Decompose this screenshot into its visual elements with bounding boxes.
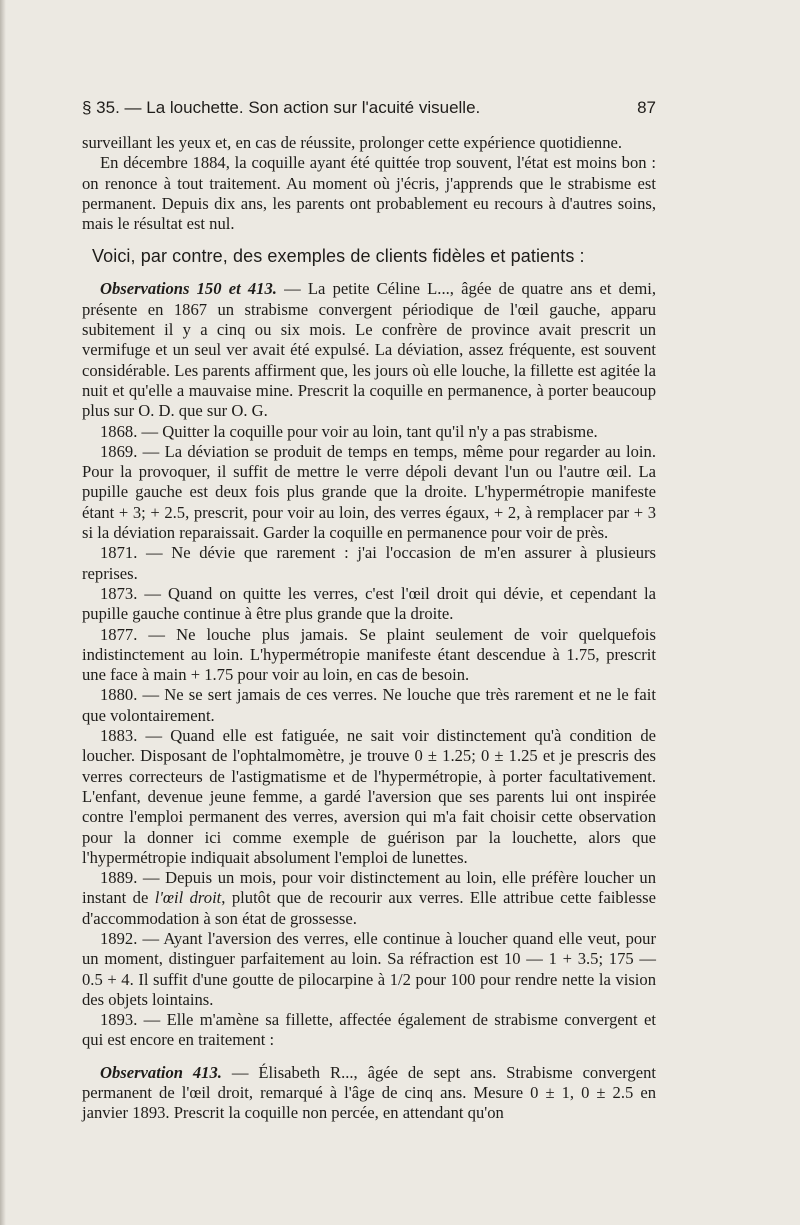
paragraph bbox=[82, 868, 656, 929]
paragraph: 1871. — Ne dévie que rarement : j'ai l'occasion de m'en assurer à plusieurs reprises. bbox=[82, 543, 656, 583]
paragraph: 1892. — Ayant l'aversion des verres, elle continue à loucher quand elle veut, pour un moment, distinguer parfaitement au loin. Sa réfraction est 10 — 1 + 3.5; 175 — 0.5 + 4. Il suffit d'une goutte de pilocarpine à 1/2 pour 100 pour rendre nette la vision des objets lointains. bbox=[82, 928, 656, 1009]
spacer bbox=[82, 1051, 656, 1063]
paragraph: 1873. — Quand on quitte les verres, c'est l'œil droit qui dévie, et cependant la pupille gauche continue à être plus grande que la droite. bbox=[82, 583, 656, 624]
page-number: 87 bbox=[637, 98, 656, 117]
running-head bbox=[82, 98, 656, 118]
observation-text: — Élisabeth R..., âgée de sept ans. Strabisme convergent permanent de l'œil droit, remarqué à l'âge de cinq ans. Mesure 0 ± 1, 0 ± 2.5 en janvier 1893. Prescrit la coquille non percée, en attendant qu'on bbox=[82, 1062, 656, 1123]
scan-edge-shadow bbox=[0, 0, 6, 1225]
paragraph: 1893. — Elle m'amène sa fillette, affectée également de strabisme convergent et qui est encore en traitement : bbox=[82, 1010, 656, 1050]
paragraph: 1868. — Quitter la coquille pour voir au loin, tant qu'il n'y a pas strabisme. bbox=[100, 421, 598, 441]
section-heading: Voici, par contre, des exemples de clients fidèles et patients : bbox=[92, 246, 585, 267]
paragraph: 1869. — La déviation se produit de temps en temps, même pour regarder au loin. Pour la provoquer, il suffit de mettre le verre dépoli devant l'un ou l'autre œil. La pupille gauche est deux fois plus grande que la droite. L'hypermétropie manifeste étant + 3; + 2.5, prescrit, pour voir au loin, des verres égaux, + 2, à remplacer par + 3 si la déviation reparaissait. Garder la coquille en permanence pour voir de près. bbox=[82, 441, 656, 543]
observation-label: Observations 150 et 413. bbox=[100, 279, 277, 299]
observation-paragraph bbox=[82, 1063, 656, 1124]
paragraph: 1877. — Ne louche plus jamais. Se plaint seulement de voir quelquefois indistinctement au loin. L'hypermétropie manifeste étant descendue à 1.75, prescrit une face à main + 1.75 pour voir au loin, en cas de besoin. bbox=[82, 624, 656, 685]
observation-text: — La petite Céline L..., âgée de quatre ans et demi, présente en 1867 un strabisme convergent périodique de l'œil gauche, apparu subitement il y a cinq ou six mois. Le confrère de province avait prescrit un vermifuge et un seul ver avait été expulsé. La déviation, assez fréquente, est souvent considérable. Les parents affirment que, les jours où elle louche, la fillette est agitée la nuit et qu'elle a mauvaise mine. Prescrit la coquille en permanence, à porter beaucoup plus sur O. D. que sur O. G. bbox=[82, 279, 656, 421]
paragraph: 1883. — Quand elle est fatiguée, ne sait voir distinctement qu'à condition de loucher. Disposant de l'ophtalmomètre, je trouve 0 ± 1.25; 0 ± 1.25 et je prescris des verres correcteurs de l'astigmatisme et de l'hypermétropie, à porter facultativement. L'enfant, devenue jeune femme, a gardé l'aversion que ses parents lui ont inspirée contre l'emploi permanent des verres, aversion qui m'a fait choisir cette observation pour la donner ici comme exemple de guérison par la louchette, alors que l'hypermétropie indiquait absolument l'emploi de lunettes. bbox=[82, 726, 656, 867]
emphasis-text: l'œil droit bbox=[154, 888, 222, 908]
paragraph: En décembre 1884, la coquille ayant été quittée trop souvent, l'état est moins bon : on renonce à tout traitement. Au moment où j'écris, j'apprends que le strabisme est permanent. Depuis dix ans, les parents ont probablement eu recours à d'autres soins, mais le résultat est nul. bbox=[82, 153, 656, 234]
paragraph-text: 1889. — Depuis un mois, pour voir distinctement au loin, elle préfère loucher un instant de bbox=[82, 868, 656, 908]
paragraph: surveillant les yeux et, en cas de réussite, prolonger cette expérience quotidienne. bbox=[82, 133, 623, 152]
observation-label: Observation 413. bbox=[100, 1062, 222, 1082]
page bbox=[82, 98, 656, 1124]
observation-paragraph bbox=[82, 279, 656, 421]
paragraph-text: , plutôt que de recourir aux verres. Elle attribue cette faiblesse d'accommodation à son état de grossesse. bbox=[82, 888, 656, 928]
paragraph: 1880. — Ne se sert jamais de ces verres. Ne louche que très rarement et ne le fait que volontairement. bbox=[82, 685, 656, 725]
running-head-title: § 35. — La louchette. Son action sur l'acuité visuelle. bbox=[82, 98, 481, 117]
